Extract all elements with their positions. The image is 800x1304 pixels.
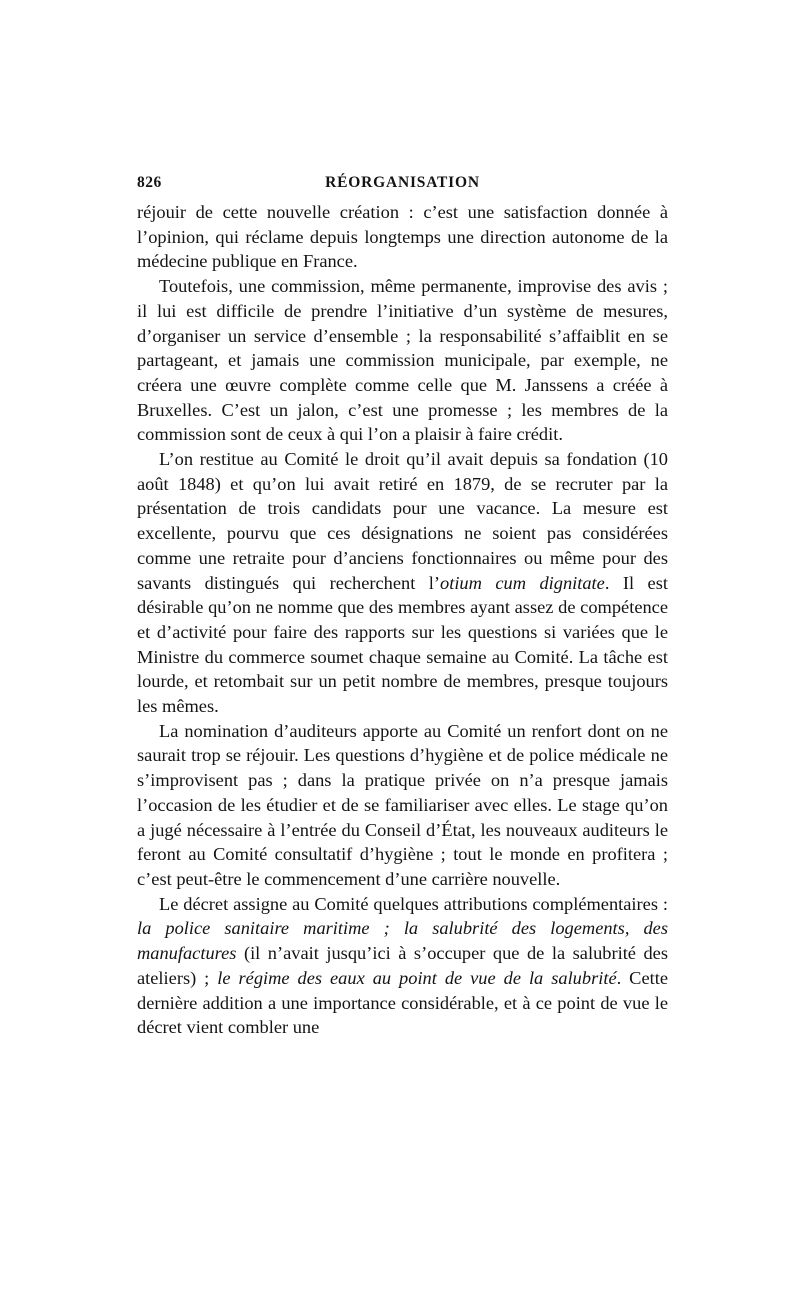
page-number: 826 <box>137 174 162 191</box>
book-page <box>137 174 668 1040</box>
running-title: RÉORGANISATION <box>325 174 480 191</box>
text-segment: Toutefois, une commission, même permanente, improvise des avis ; il lui est difficile de prendre l’initiative d’un système de mesures, d’organiser un service d’ensemble ; la responsabilité s’affaiblit en se partageant, et jamais une commission municipale, par exemple, ne créera une œuvre complète comme celle que M. Janssens a créée à Bruxelles. C’est un jalon, c’est une promesse ; les membres de la commission sont de ceux à qui l’on a plaisir à faire crédit. <box>137 276 668 445</box>
italic-text: otium cum dignitate <box>440 572 605 593</box>
paragraph <box>137 892 668 1040</box>
text-segment: L’on restitue au Comité le droit qu’il avait depuis sa fondation (10 août 1848) et qu’on lui avait retiré en 1879, de se recruter par la présentation de trois candidats pour une vacance. La mesure est excellente, pourvu que ces désignations ne soient pas considérées comme une retraite pour d’anciens fonctionnaires ou même pour des savants distingués qui recherchent l’ <box>137 449 668 593</box>
paragraph <box>137 719 668 892</box>
text-segment: Le décret assigne au Comité quelques attributions complémentaires : <box>159 893 668 914</box>
paragraph <box>137 447 668 719</box>
text-segment: (il n’avait jusqu’ici à s’occuper que de la salubrité des ateliers) ; <box>137 943 668 988</box>
text-segment: . Il est désirable qu’on ne nomme que des membres ayant assez de compétence et d’activité pour faire des rapports sur les questions si variées que le Ministre du commerce soumet chaque semaine au Comité. La tâche est lourde, et retombait sur un petit nombre de membres, presque toujours les mêmes. <box>137 572 668 717</box>
page-header <box>137 174 668 200</box>
text-segment: réjouir de cette nouvelle création : c’est une satisfaction donnée à l’opinion, qui réclame depuis longtemps une direction autonome de la médecine publique en France. <box>137 202 668 272</box>
body-text <box>137 200 668 1040</box>
paragraph <box>137 274 668 447</box>
text-segment: . Cette dernière addition a une importance considérable, et à ce point de vue le décret vient combler une <box>137 967 668 1038</box>
text-segment: La nomination d’auditeurs apporte au Comité un renfort dont on ne saurait trop se réjouir. Les questions d’hygiène et de police médicale ne s’improvisent pas ; dans la pratique privée on n’a presque jamais l’occasion de les étudier et de se familiariser avec elles. Le stage qu’on a jugé nécessaire à l’entrée du Conseil d’État, les nouveaux auditeurs le feront au Comité consultatif d’hygiène ; tout le monde en profitera ; c’est peut-être le commencement d’une carrière nouvelle. <box>137 720 668 889</box>
italic-text: la police sanitaire maritime ; la salubrité des logements, des manufactures <box>137 918 668 964</box>
italic-text: le régime des eaux au point de vue de la salubrité <box>217 967 617 988</box>
paragraph <box>137 200 668 274</box>
